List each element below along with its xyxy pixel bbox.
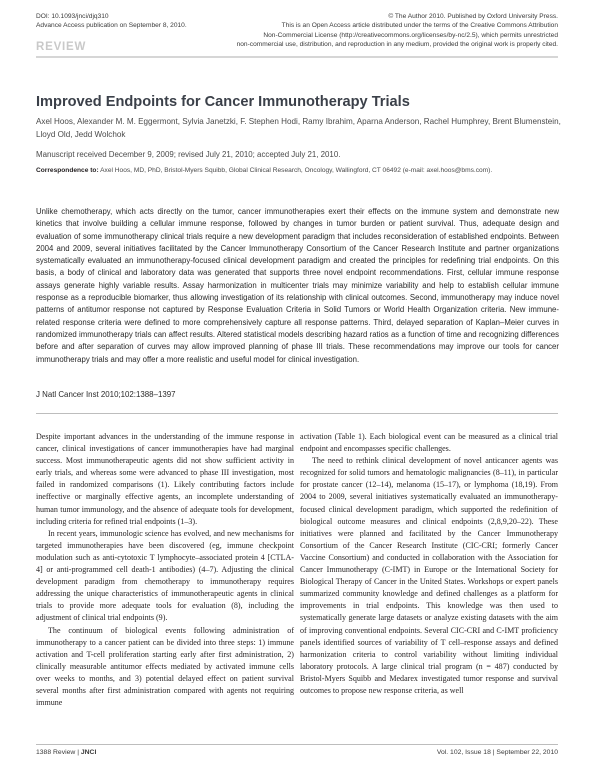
body-paragraph: Despite important advances in the understanding of the immune response in cancer, clinical investigations of cancer immunotherapies have had marginal success. Most immunotherapeutic agents did not show sufficient activity in early trials, and whereas some were advanced to phase III investigation, most failed in randomized comparisons (1). Likely contributing factors include ineffective or marginally effective agents, an incomplete understanding of human tumor immunology, and the absence of adequate tools for development, including criteria for refined trial endpoints (1–3). [36,432,294,526]
abstract-rule [36,413,558,414]
footer-journal: JNCI [80,749,97,756]
footer-section: Review [53,749,76,756]
body-column-left [36,431,294,709]
footer-rule [36,744,558,745]
license-line: This is an Open Access article distributed under the terms of the Creative Commons Attribution [281,22,558,30]
correspondence [36,167,566,174]
citation: J Natl Cancer Inst 2010;102:1388–1397 [36,390,176,399]
advance-access-text: Advance Access publication on September 8, 2010. [36,22,187,29]
body-paragraph: activation (Table 1). Each biological event can be measured as a clinical trial endpoint and encompasses specific challenges. [300,432,558,454]
footer-right: Vol. 102, Issue 18 | September 22, 2010 [436,749,558,756]
manuscript-dates: Manuscript received December 9, 2009; revised July 21, 2010; accepted July 21, 2010. [36,150,341,159]
correspondence-label: Correspondence to: [36,167,99,174]
body-paragraph: The need to rethink clinical development of novel anticancer agents was recognized for solid tumors and hematologic malignancies (8–11), in particular for prostate cancer (12–14), melanoma (15–17), or lymphoma (18,19). From 2004 to 2009, several initiatives systematically evaluated an immunotherapy-focused clinical development paradigm, which supported the redefinition of biological outcome measures and clinical endpoints (2,8,9,20–22). These initiatives were planned and facilitated by the Cancer Immunotherapy Consortium of the Cancer Research Institute (CIC-CRI; formerly Cancer Vaccine Consortium) and conducted in collaboration with the Association for Cancer Immunotherapy (C-IMT) in Europe or the International Society for Biological Therapy of Cancer in the United States. Workshops or expert panels summarized community knowledge and defined challenges as a platform for improvements in trial endpoints. This knowledge was then used to systematically generate large datasets or analyze existing datasets with the aim of improving conventional endpoints. Several CIC-CRI and C-IMT proficiency panels identified sources of variability of T cell–response assays and defined harmonization criteria to control variability without limiting individual laboratory protocols. A large clinical trial program (n = 487) conducted by Bristol-Myers Squibb and Medarex investigated tumor response and survival outcomes to propose new response criteria, as well [300,456,558,695]
correspondence-text: Axel Hoos, MD, PhD, Bristol-Myers Squibb, Global Clinical Research, Oncology, Wallingford, CT 06492 (e-mail: axel.hoos@bms.com). [98,167,493,174]
doi-text: DOI: 10.1093/jnci/djq310 [36,13,109,20]
abstract: Unlike chemotherapy, which acts directly on the tumor, cancer immunotherapies exert their effects on the immune system and demonstrate new kinetics that involve building a cellular immune response, followed by changes in tumor burden or patient survival. Thus, adequate design and evaluation of some immunotherapy clinical trials require a new development paradigm that includes reconsideration of established endpoints. Between 2004 and 2009, several initiatives facilitated by the Cancer Immunotherapy Consortium of the Cancer Research Institute and partner organizations systematically evaluated an immunotherapy-focused clinical development paradigm and created the principles for redefining trial endpoints. On this basis, a body of clinical and laboratory data was generated that supports three novel endpoint recommendations. First, cellular immune response assays generate highly variable results. Assay harmonization in multicenter trials may minimize variability and help to establish cellular immune response as a reproducible biomarker, thus allowing investigation of its relationship with clinical outcomes. Second, immunotherapy may induce novel patterns of antitumor response not captured by Response Evaluation Criteria in Solid Tumors or World Health Organization criteria. New immune-related response criteria were defined to more comprehensively capture all response patterns. Third, delayed separation of Kaplan–Meier curves in randomized immunotherapy trials can affect results. Altered statistical models describing hazard ratios as a function of time and recognizing differences before and after separation of curves may allow improved planning of phase III trials. These recommendations may improve our tools for cancer immunotherapy trials and may offer a more realistic and useful model for clinical investigation. [36,207,559,364]
footer-issue: Vol. 102, Issue 18 [436,749,491,756]
footer-date: September 22, 2010 [496,749,558,756]
license-notice [178,12,558,50]
body-column-right [300,431,558,697]
page-number: 1388 [36,749,52,756]
section-rule [36,56,558,58]
body-paragraph: In recent years, immunologic science has evolved, and new mechanisms for targeted immunotherapies have been discovered (eg, immune checkpoint modulation such as anti-cytotoxic T lymphocyte–associated protein 4 [CTLA-4] or anti-programmed cell death-1 antibodies) (4–7). Adjusting the clinical development paradigm from chemotherapy to immunotherapy requires addressing the unique characteristics of immunotherapeutic agents in clinical trials to provide more adequate tools for evaluation (8), including the adjustment of clinical trial endpoints (9). [36,528,294,623]
body-paragraph: The continuum of biological events following administration of immunotherapy to a cancer patient can be divided into three steps: 1) immune activation and T-cell proliferation starting early after first administration, 2) clinically measurable antitumor effects mediated by activated immune cells over weeks to months, and 3) potential delayed effect on patient survival several months after first administration compared with agents not requiring immune [36,625,294,708]
section-label: REVIEW [36,41,87,53]
license-line: Non-Commercial License (http://creativecommons.org/licenses/by-nc/2.5), which permits unrestricted [263,31,558,39]
header-doi-block [36,12,187,30]
article-title: Improved Endpoints for Cancer Immunotherapy Trials [36,94,410,110]
license-line: non-commercial use, distribution, and reproduction in any medium, provided the original work is properly cited. [236,41,558,49]
footer-left: 1388 Review | JNCI [36,749,97,756]
author-list: Axel Hoos, Alexander M. M. Eggermont, Sylvia Janetzki, F. Stephen Hodi, Ramy Ibrahim, Aparna Anderson, Rachel Humphrey, Brent Blumenstein, Lloyd Old, Jedd Wolchok [36,117,561,139]
license-line: © The Author 2010. Published by Oxford University Press. [388,13,558,20]
